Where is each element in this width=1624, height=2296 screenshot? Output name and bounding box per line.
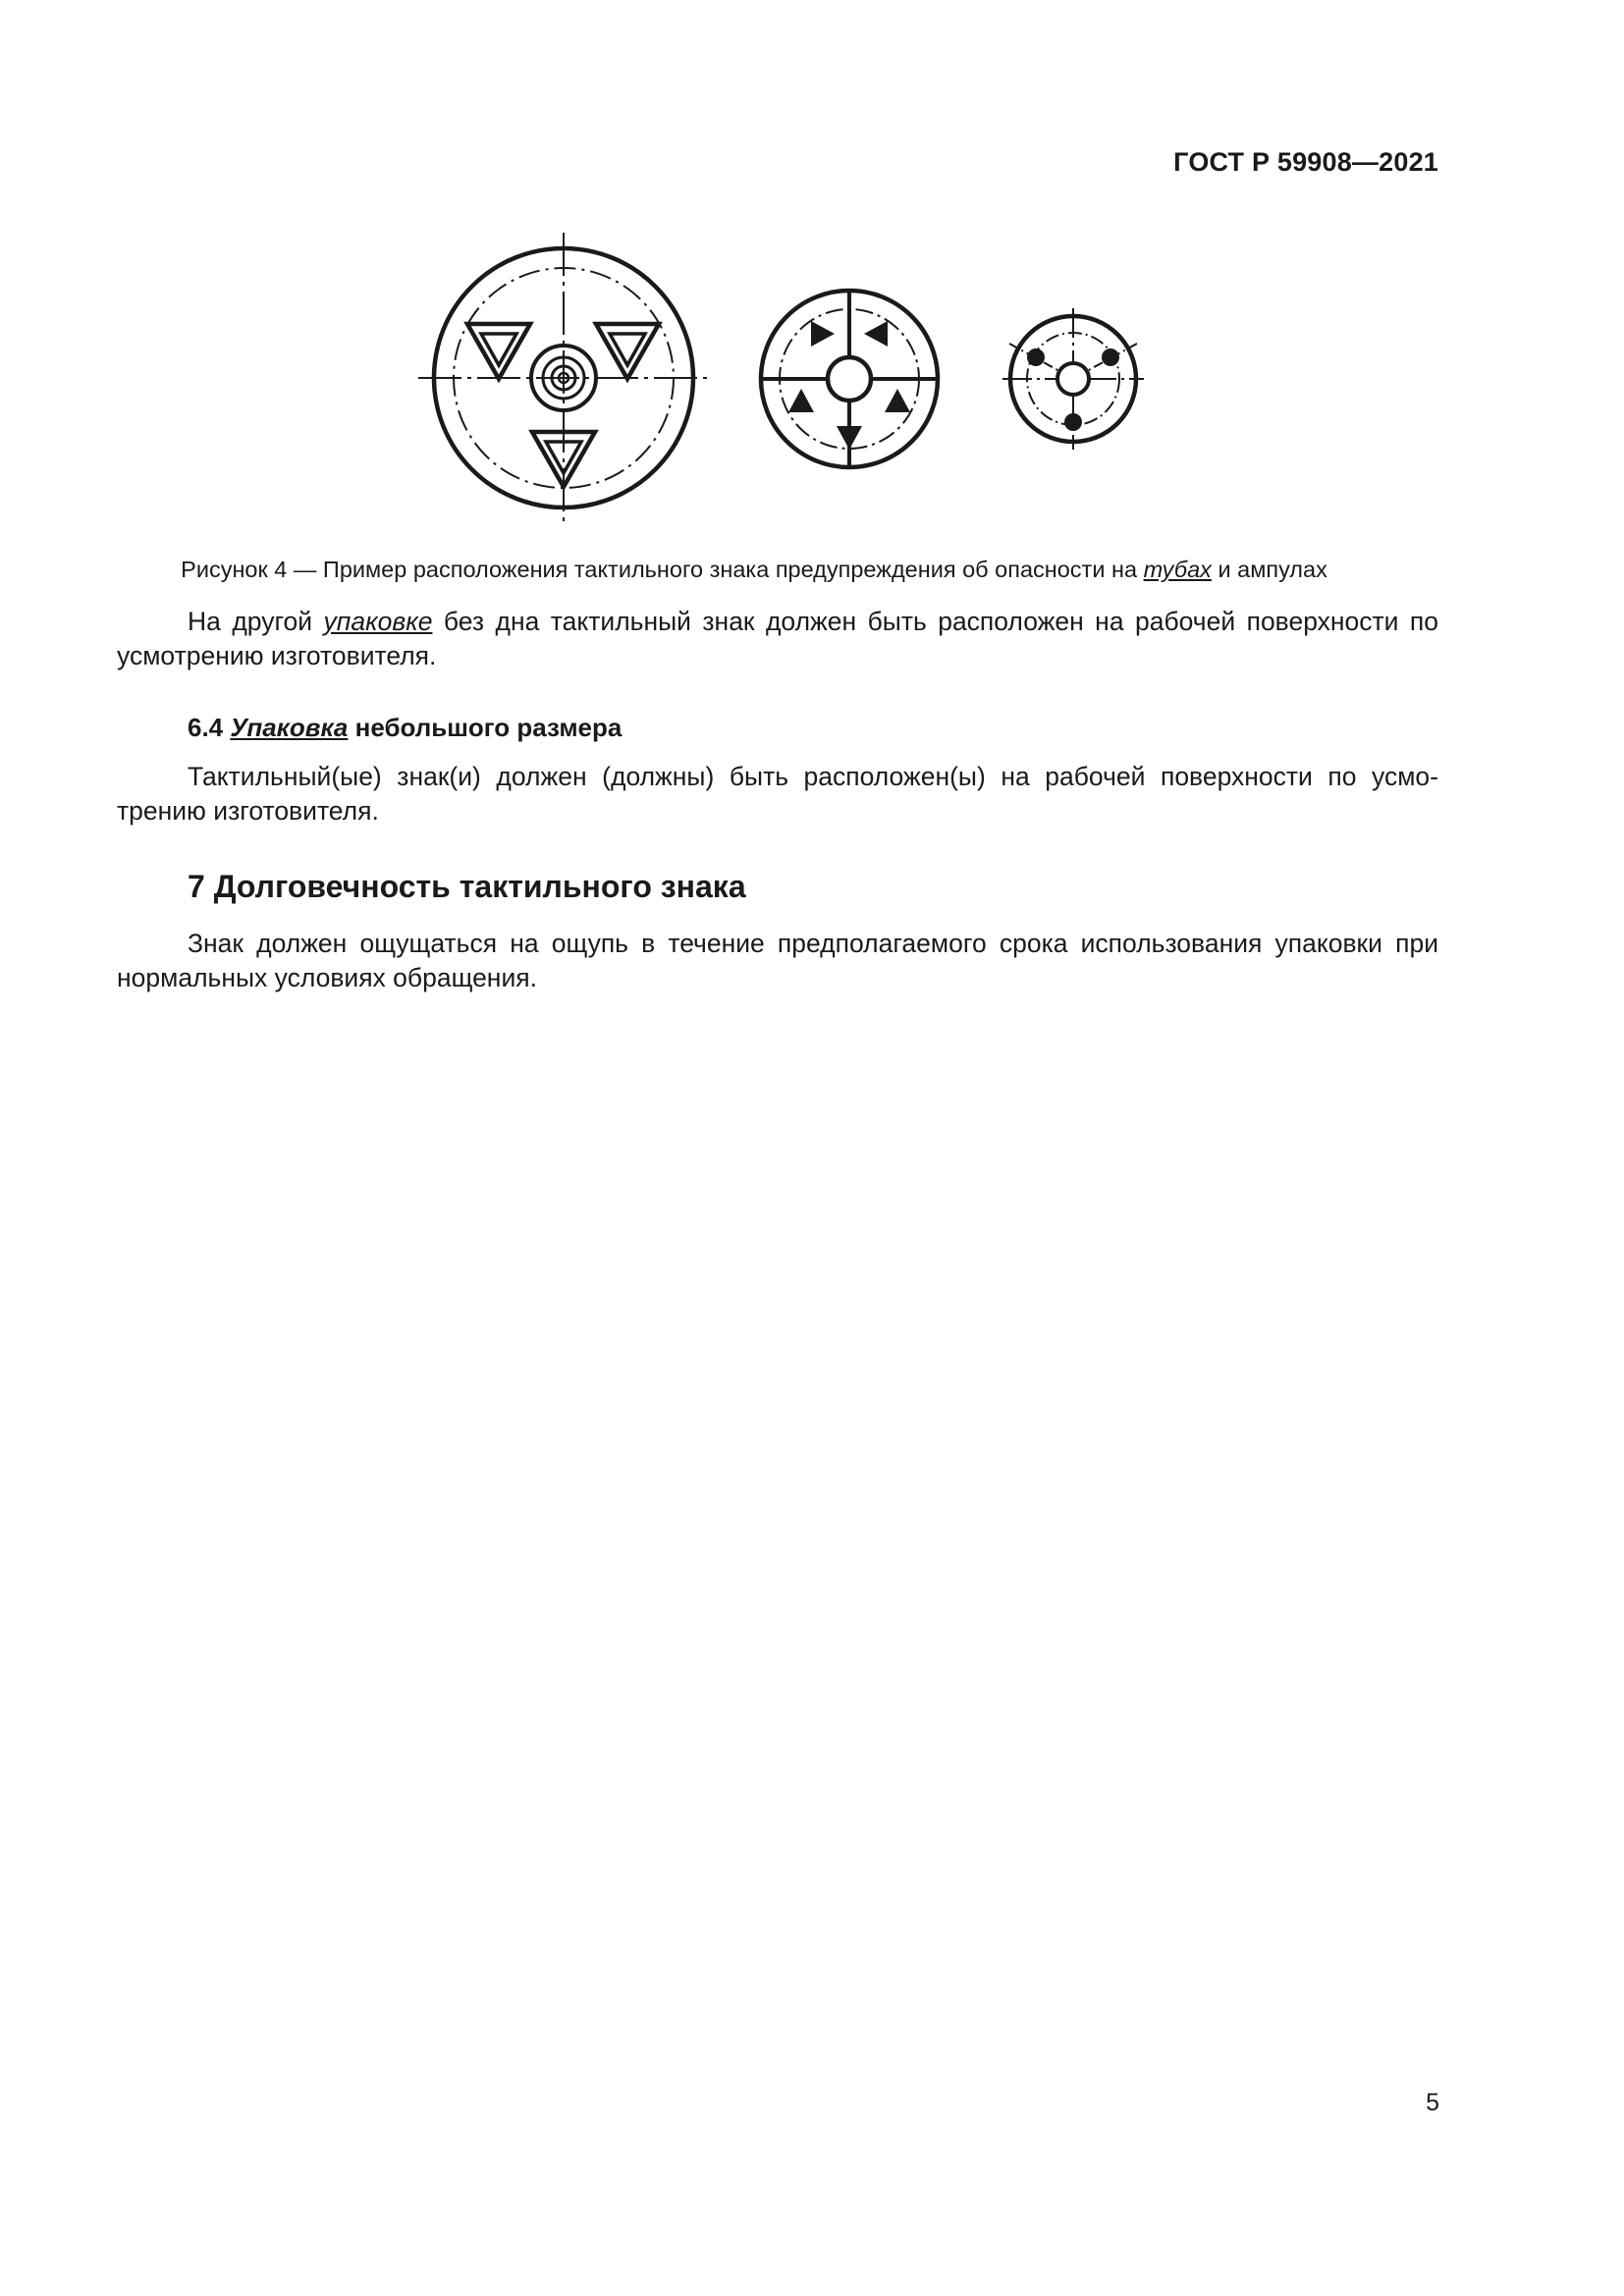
section-7-heading: 7 Долговечность тактильного знака: [188, 869, 746, 904]
subsection-6-4-number: 6.4: [188, 713, 231, 742]
para1-text-before: На другой: [188, 607, 324, 636]
dot-upper-left: [1027, 348, 1045, 366]
figure-4-drawing: [0, 0, 1624, 550]
arrow-up-right: [885, 389, 910, 412]
small-center-circle: [1057, 363, 1089, 395]
subsection-6-4-term-link[interactable]: Упаковка: [230, 713, 349, 742]
paragraph-durability: Знак должен ощущаться на ощупь в течение предполагаемого срока использования упаковки при нормальных условиях обращения.: [117, 929, 1438, 992]
caption-text-after: и ампулах: [1211, 557, 1327, 582]
dot-bottom: [1064, 413, 1082, 431]
para1-term-link[interactable]: упаковке: [323, 607, 433, 636]
medium-circle-with-arrows: [761, 291, 938, 467]
page-number: 5: [1426, 2089, 1439, 2116]
figure-caption: [116, 557, 1392, 583]
figure-4: [0, 0, 1624, 550]
arrow-up-left: [788, 389, 814, 412]
document-standard-id: ГОСТ Р 59908—2021: [1173, 147, 1438, 177]
small-circle-with-dots: [1002, 308, 1144, 450]
large-circle-with-triangles: [418, 233, 709, 523]
para1-text-after: без дна тактильный знак должен быть расположен на рабочей поверхности по усмотрению изготовителя.: [117, 607, 1438, 670]
arrow-down-pointing: [837, 426, 862, 450]
arrow-right-pointing: [811, 321, 835, 347]
dot-upper-right: [1102, 348, 1119, 366]
arrow-left-pointing: [864, 321, 888, 347]
paragraph-small-packaging: Тактильный(ые) знак(и) должен (должны) быть расположен(ы) на рабочей поверхности по усмо-трению изготовителя.: [117, 762, 1438, 826]
caption-term-link[interactable]: тубах: [1143, 557, 1212, 582]
subsection-6-4-rest: небольшого размера: [348, 713, 623, 742]
subsection-6-4-heading: [188, 713, 622, 743]
medium-center-circle: [828, 357, 871, 400]
caption-text-before: Рисунок 4 — Пример расположения тактильного знака предупреждения об опасности на: [181, 557, 1144, 582]
paragraph-other-packaging: [117, 605, 1438, 673]
